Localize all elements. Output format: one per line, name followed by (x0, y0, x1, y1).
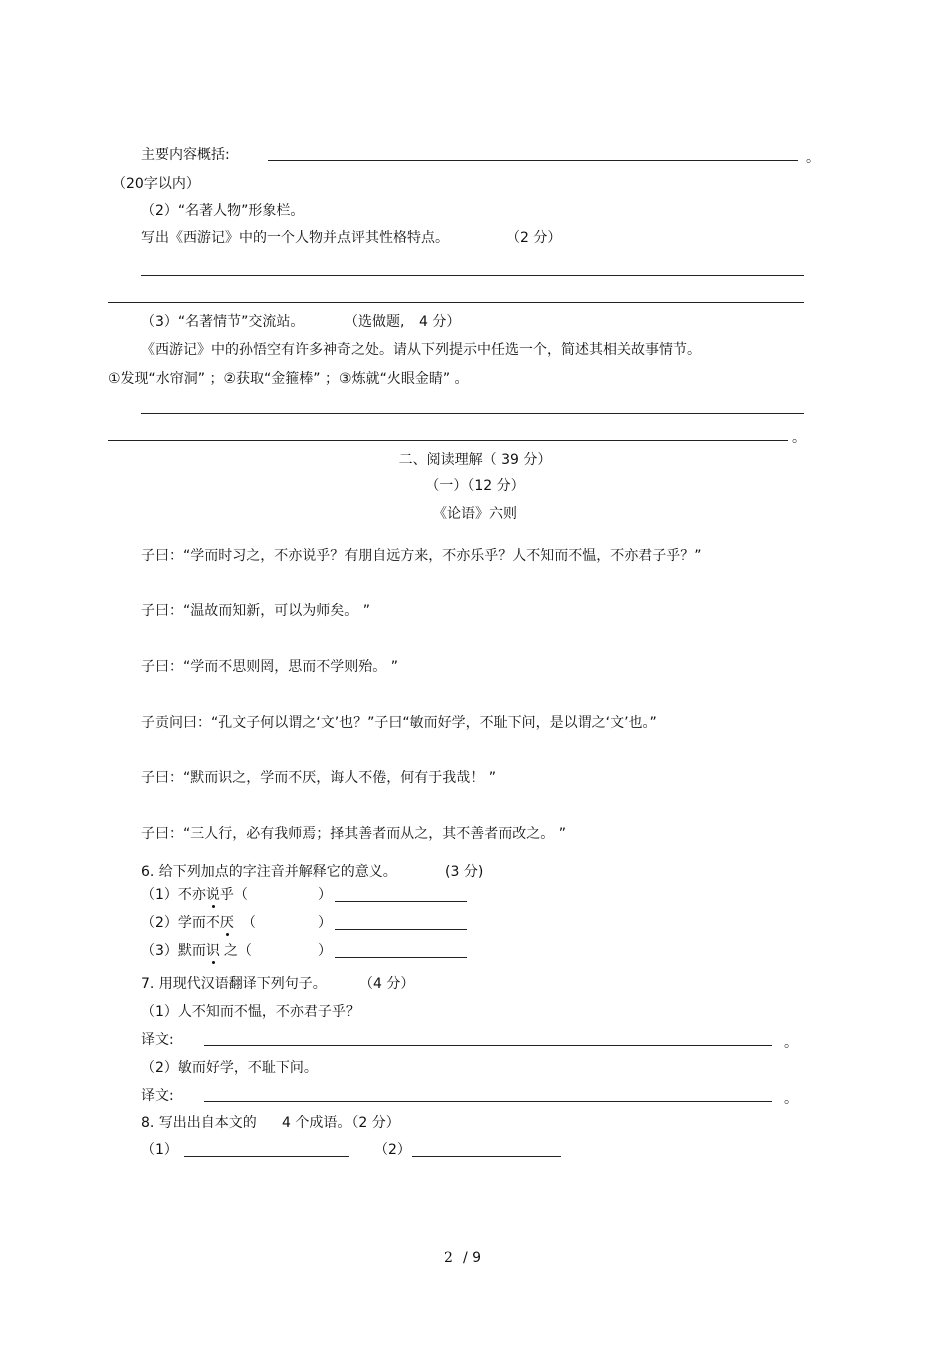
q6-item-1-answer-line[interactable] (335, 901, 467, 902)
quote-5: 子曰：“默而识之，学而不厌，诲人不倦，何有于我哉！ ” (141, 770, 496, 786)
item2-answer-line-2[interactable] (108, 302, 804, 303)
quote-3: 子曰：“学而不思则罔，思而不学则殆。 ” (141, 659, 398, 675)
q6-item-1: （1）不亦说乎（ (141, 887, 248, 903)
q8-blank-2-label: （2） (374, 1142, 411, 1158)
end-mark: 。 (784, 1035, 798, 1051)
summary-answer-line[interactable] (268, 160, 798, 161)
q8-answer-line-2[interactable] (412, 1156, 561, 1157)
q8-answer-line-1[interactable] (184, 1156, 349, 1157)
page-total: / 9 (463, 1250, 482, 1266)
text-title: 《论语》六则 (433, 506, 517, 522)
q6-item-3-close: ） (318, 943, 332, 959)
end-mark: 。 (806, 150, 820, 166)
item3-prompt: 《西游记》中的孙悟空有许多神奇之处。请从下列提示中任选一个，简述其相关故事情节。 (141, 342, 701, 358)
item3-answer-line-2[interactable] (108, 440, 788, 441)
item3-title: （3）“名著情节”交流站。 (141, 314, 305, 330)
q7-score: （4 分） (359, 976, 415, 992)
q6-score: (3 分) (445, 864, 484, 880)
item3-note: （选做题, (344, 314, 405, 330)
q6-item-2-close: ） (318, 915, 332, 931)
q6-item-2: （2）学而不厌 （ (141, 915, 256, 931)
quote-1: 子曰：“学而时习之，不亦说乎？有朋自远方来，不亦乐乎？人不知而不愠，不亦君子乎？” (141, 548, 702, 564)
q7-sentence-2: （2）敏而好学，不耻下问。 (141, 1060, 318, 1076)
q7-label-1: 译文: (141, 1032, 174, 1048)
q6-item-3-answer-line[interactable] (335, 957, 467, 958)
q8-title: 8. 写出出自本文的 (141, 1115, 257, 1131)
q7-answer-line-1[interactable] (204, 1045, 772, 1046)
item3-answer-line-1[interactable] (141, 413, 804, 414)
quote-6: 子曰：“三人行，必有我师焉；择其善者而从之，其不善者而改之。 ” (141, 826, 566, 842)
item3-score: 4 分） (419, 314, 461, 330)
q7-title: 7. 用现代汉语翻译下列句子。 (141, 976, 327, 992)
q6-item-1-close: ） (318, 887, 332, 903)
word-limit-note: （20字以内） (112, 176, 200, 192)
q8-blank-1-label: （1） (141, 1142, 178, 1158)
quote-4: 子贡问曰：“孔文子何以谓之‘文’也？”子曰“敏而好学，不耻下问，是以谓之‘文’也。” (141, 715, 657, 731)
q7-sentence-1: （1）人不知而不愠，不亦君子乎？ (141, 1004, 360, 1020)
section2-part: （一）（12 分） (425, 478, 525, 494)
item2-prompt: 写出《西游记》中的一个人物并点评其性格特点。 (141, 230, 449, 246)
end-mark: 。 (792, 430, 806, 446)
summary-label: 主要内容概括: (141, 147, 230, 163)
item3-options: ①发现“水帘洞” ；②获取“金箍棒” ；③炼就“火眼金睛” 。 (108, 371, 469, 387)
page-number: 2 (444, 1250, 453, 1266)
item2-answer-line-1[interactable] (141, 275, 804, 276)
q8-title-2: 4 个成语。（2 分） (282, 1115, 400, 1131)
quote-2: 子曰：“温故而知新，可以为师矣。 ” (141, 603, 370, 619)
q6-item-2-answer-line[interactable] (335, 929, 467, 930)
item2-score: （2 分） (506, 230, 562, 246)
end-mark: 。 (784, 1091, 798, 1107)
q7-answer-line-2[interactable] (204, 1101, 772, 1102)
section2-title: 二、阅读理解（ 39 分） (398, 452, 552, 468)
q6-item-3: （3）默而识 之（ (141, 943, 252, 959)
q7-label-2: 译文: (141, 1088, 174, 1104)
q6-title: 6. 给下列加点的字注音并解释它的意义。 (141, 864, 397, 880)
item2-title: （2）“名著人物”形象栏。 (141, 203, 305, 219)
